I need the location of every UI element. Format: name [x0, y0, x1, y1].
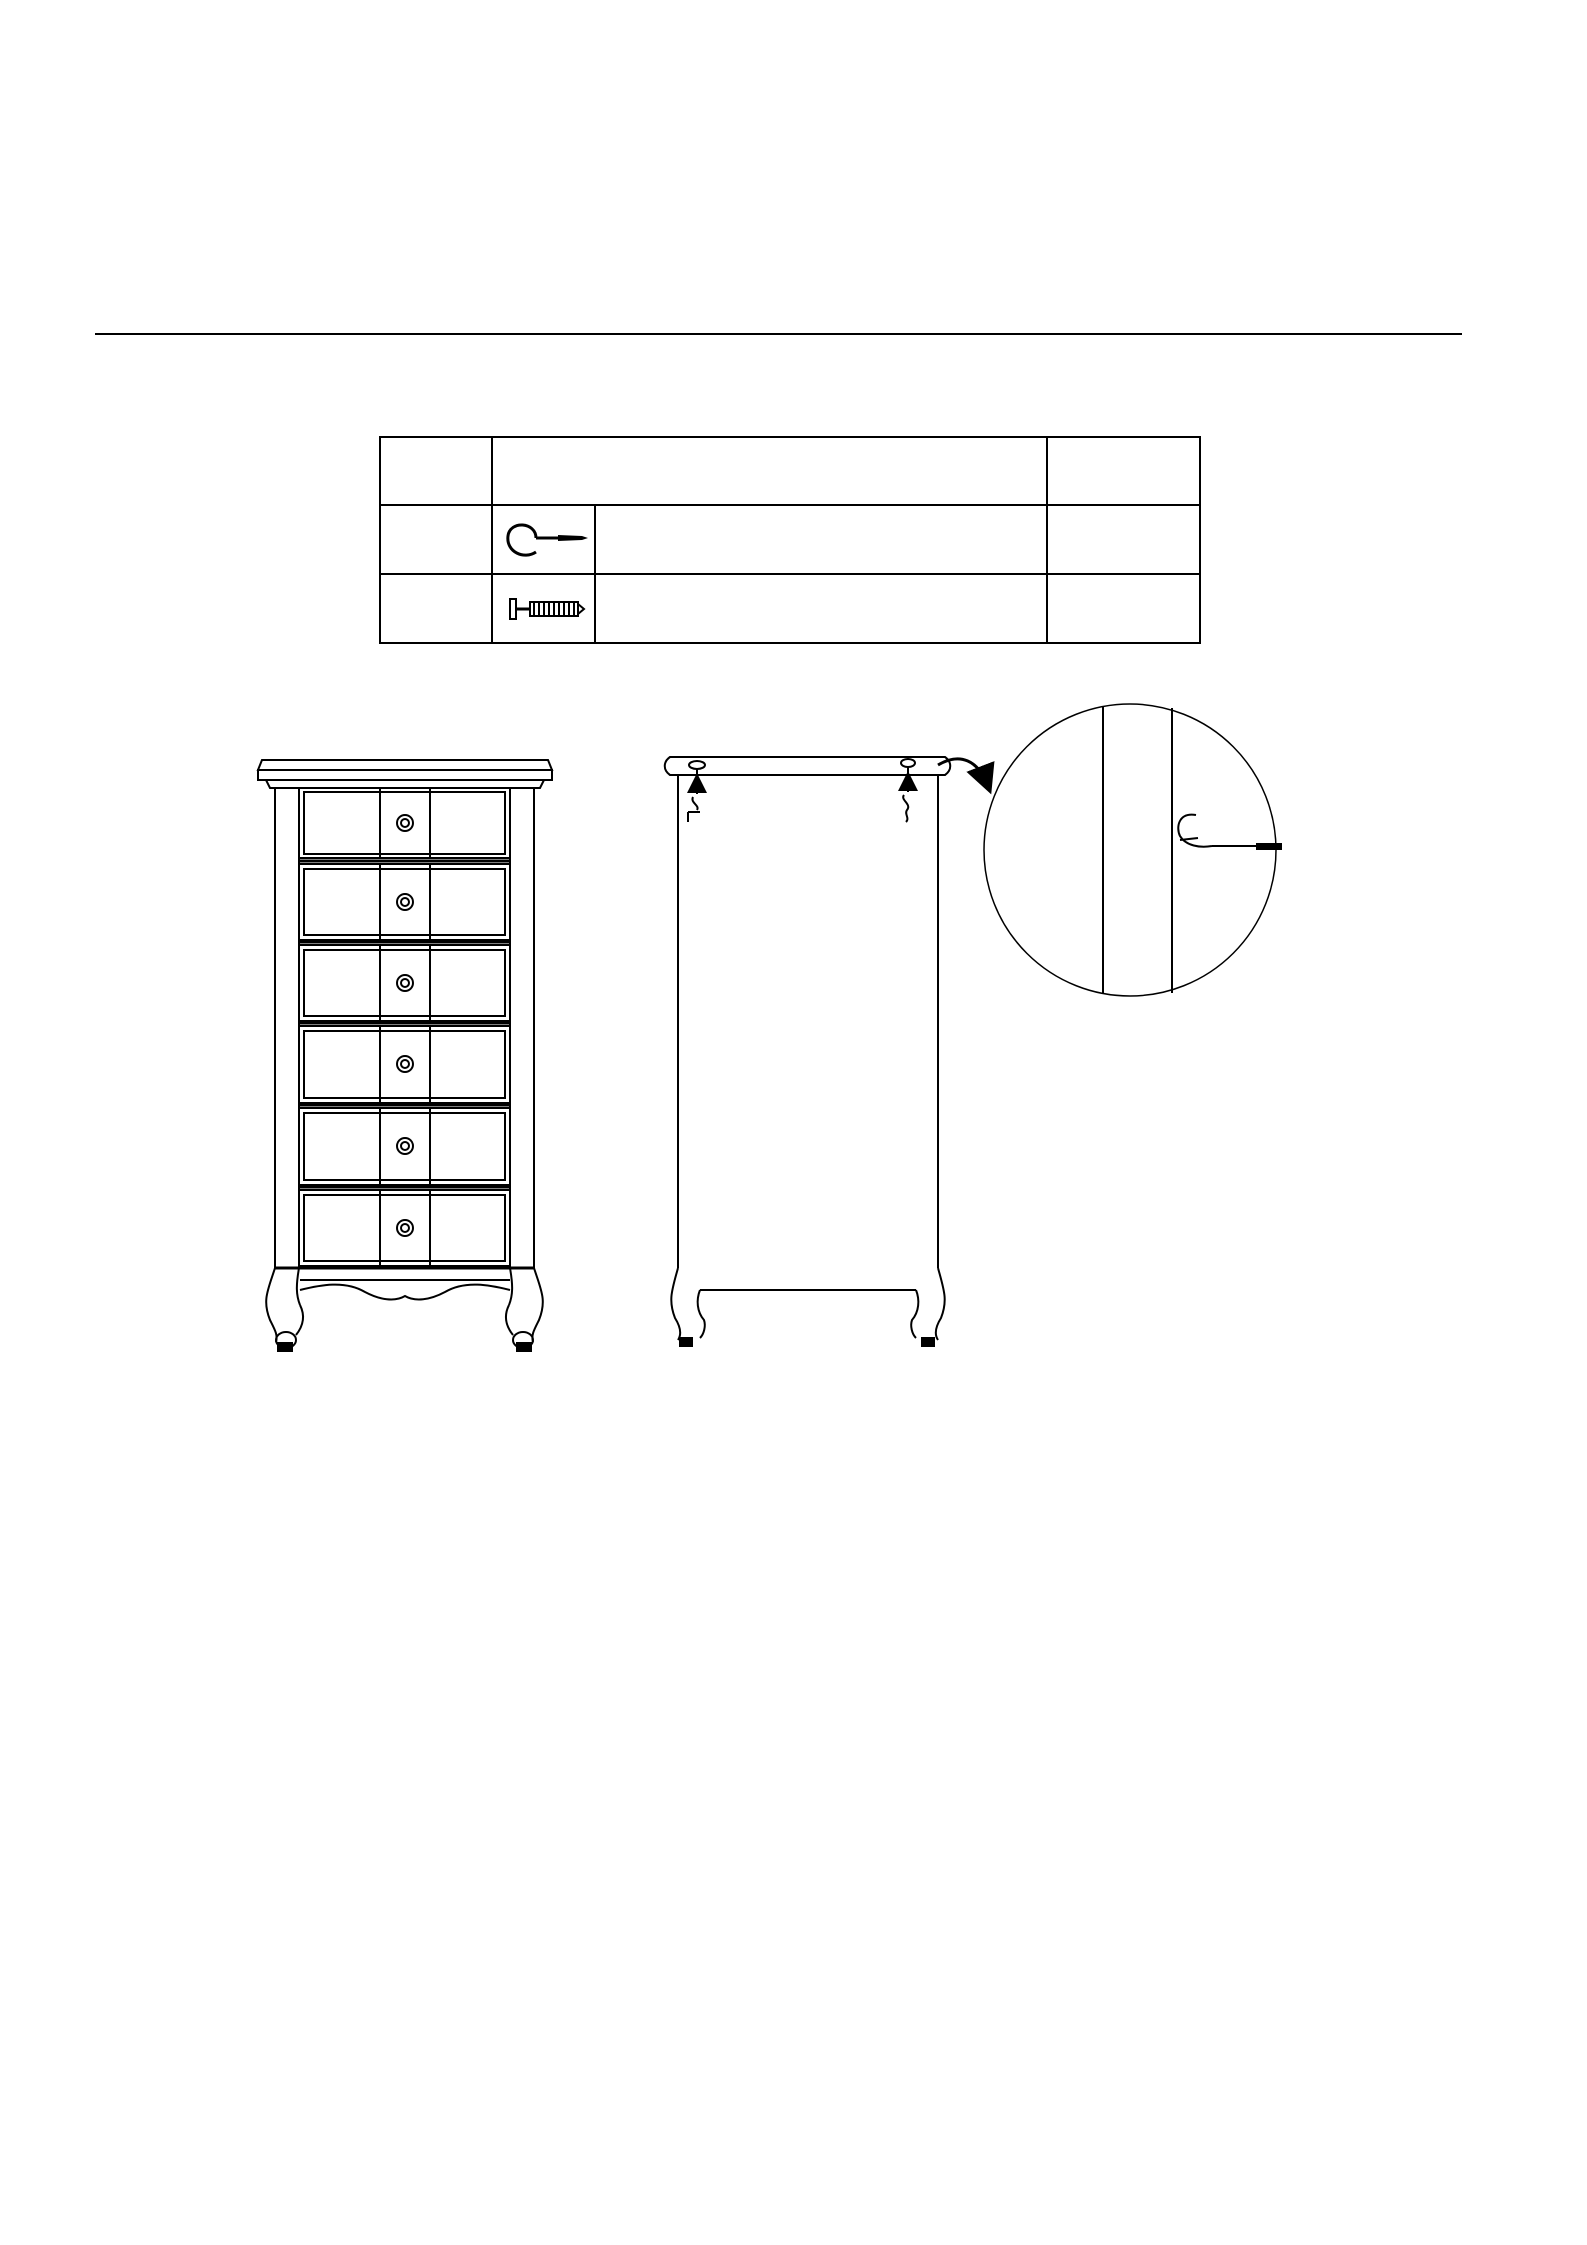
- drawer: [299, 945, 510, 1021]
- anchor-right: [901, 759, 915, 822]
- anchor-left: [688, 761, 705, 822]
- hook-detail-callout: [984, 704, 1282, 996]
- drawer: [299, 1026, 510, 1103]
- chest-side-view: [665, 757, 988, 1346]
- drawer: [299, 864, 510, 940]
- drawer: [299, 1190, 510, 1266]
- drawer: [299, 788, 510, 858]
- chest-front-view: [258, 760, 552, 1351]
- drawer: [299, 1108, 510, 1185]
- hook-screw-detail-icon: [1178, 815, 1282, 850]
